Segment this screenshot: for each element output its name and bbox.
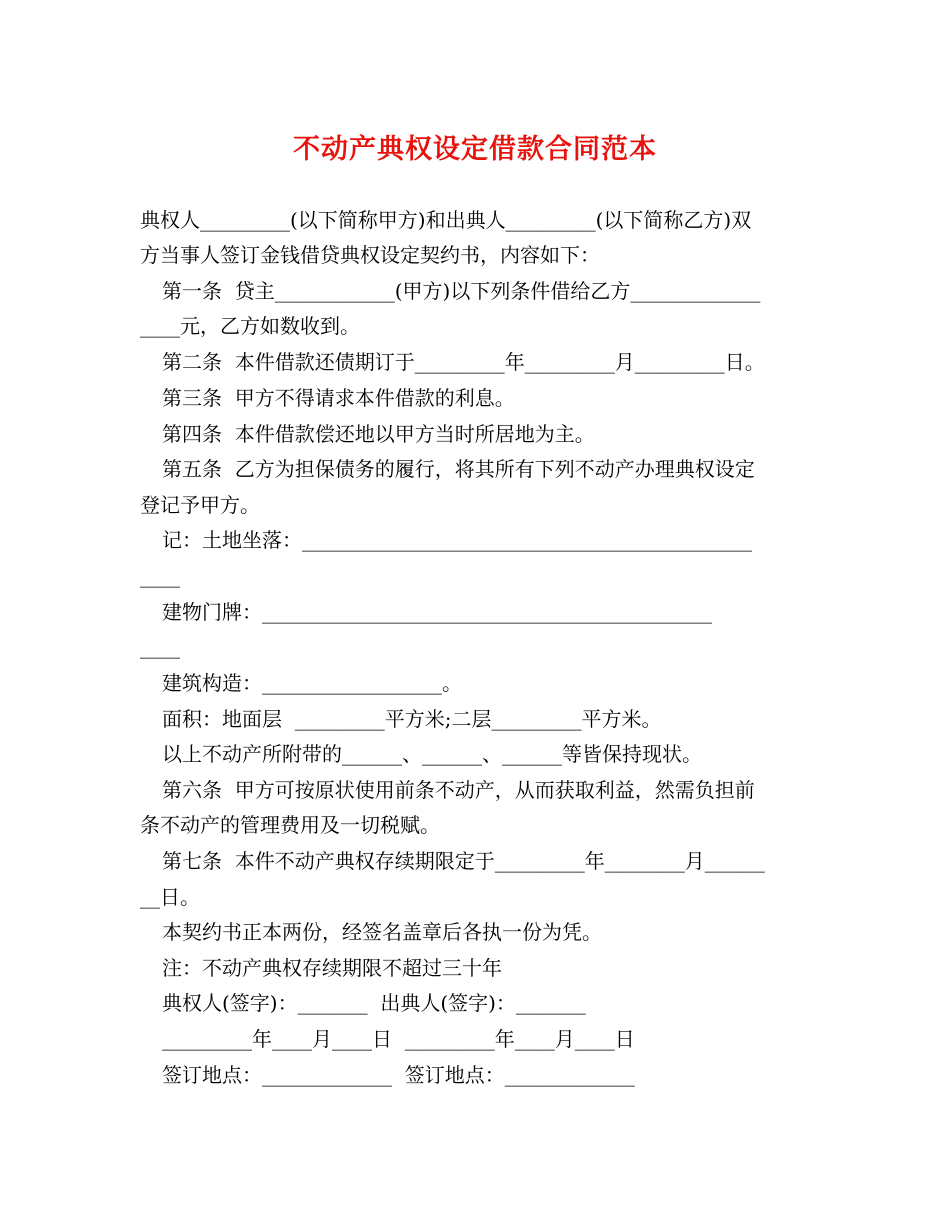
paragraph-line: 第三条 甲方不得请求本件借款的利息。: [162, 386, 515, 410]
paragraph-line: 第一条 贷主____________(甲方)以下列条件借给乙方_____________: [162, 279, 761, 303]
paragraph-line: 建筑构造：__________________。: [162, 671, 462, 695]
paragraph-line: 第二条 本件借款还债期订于_________年_________月_________日。: [162, 350, 765, 374]
signature-line: 典权人(签字)：_______ 出典人(签字)：_______: [162, 991, 586, 1015]
date-line: _________年____月____日 _________年____月____日: [162, 1027, 635, 1051]
paragraph-line: __日。: [140, 885, 200, 909]
paragraph-line: 记：土地坐落：_____________________________________________: [162, 528, 752, 552]
paragraph-line: 登记予甲方。: [140, 493, 260, 517]
location-line: 签订地点：_____________ 签订地点：_____________: [162, 1063, 635, 1087]
paragraph-line: ____元，乙方如数收到。: [140, 314, 360, 338]
paragraph-line: 方当事人签订金钱借贷典权设定契约书，内容如下：: [140, 243, 600, 267]
paragraph-line: 第七条 本件不动产典权存续期限定于_________年________月______: [162, 849, 765, 873]
paragraph-line: ____: [140, 564, 180, 588]
paragraph-line: 第四条 本件借款偿还地以甲方当时所居地为主。: [162, 422, 595, 446]
paragraph-line: 面积：地面层 _________平方米;二层_________平方米。: [162, 707, 662, 731]
paragraph-line: 建物门牌：_____________________________________________: [162, 600, 712, 624]
paragraph-line: 条不动产的管理费用及一切税赋。: [140, 813, 440, 837]
document-title: 不动产典权设定借款合同范本: [293, 134, 657, 165]
paragraph-line: 本契约书正本两份，经签名盖章后各执一份为凭。: [162, 920, 602, 944]
paragraph-line: 典权人_________(以下简称甲方)和出典人_________(以下简称乙方)双: [140, 208, 752, 232]
paragraph-line: 第五条 乙方为担保债务的履行，将其所有下列不动产办理典权设定: [162, 457, 755, 481]
paragraph-line: 以上不动产所附带的______、______、______等皆保持现状。: [162, 742, 702, 766]
paragraph-line: 第六条 甲方可按原状使用前条不动产，从而获取利益，然需负担前: [162, 778, 755, 802]
paragraph-line: ____: [140, 635, 180, 659]
paragraph-line: 注：不动产典权存续期限不超过三十年: [162, 956, 502, 980]
